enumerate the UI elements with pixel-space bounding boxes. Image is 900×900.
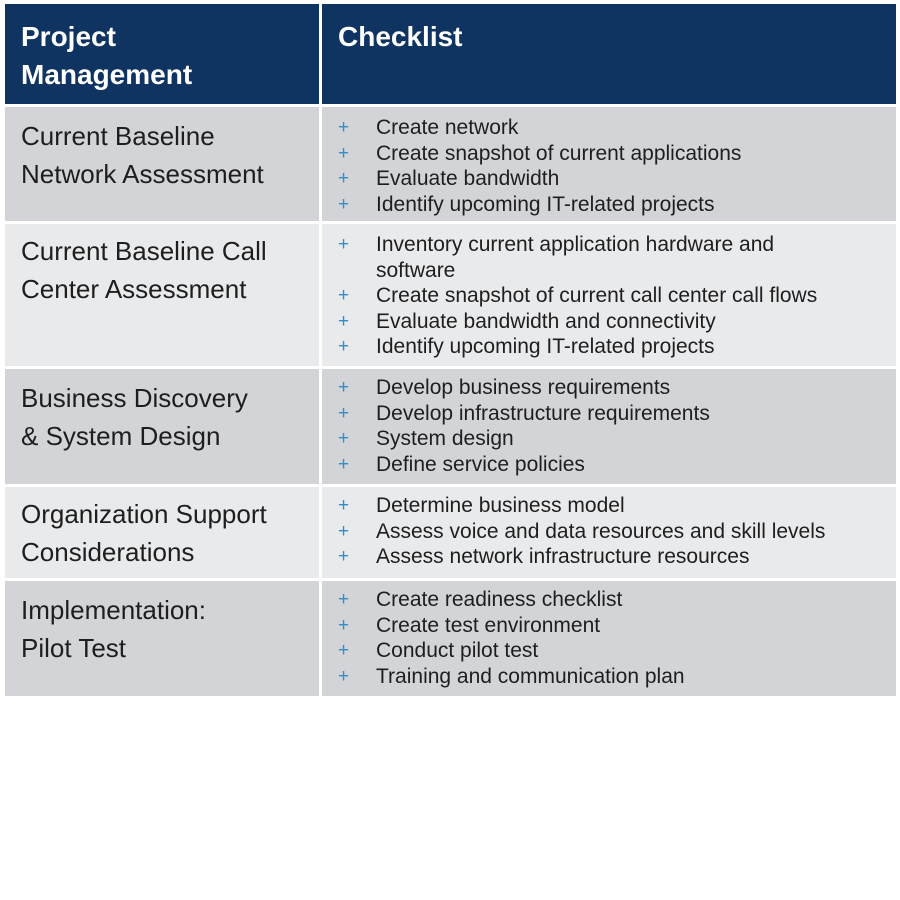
- list-item: + Create readiness checklist: [338, 588, 623, 611]
- plus-icon: +: [338, 285, 350, 306]
- plus-icon: +: [338, 117, 350, 138]
- checklist-cell: [322, 581, 896, 696]
- list-item: + Create test environment: [338, 613, 601, 637]
- list-item: + Determine business model: [338, 494, 625, 517]
- plus-icon: +: [338, 453, 350, 475]
- plus-icon: +: [338, 377, 350, 398]
- plus-icon: +: [338, 402, 350, 424]
- plus-icon: +: [338, 234, 350, 255]
- list-item: + Create network: [338, 116, 519, 139]
- header-project-management: [5, 4, 319, 104]
- table-row: [5, 369, 896, 484]
- phase-title-line2: & System Design: [21, 421, 221, 451]
- table-row: [5, 224, 896, 366]
- plus-icon: +: [338, 546, 350, 567]
- phase-title-line2: Considerations: [21, 537, 195, 567]
- plus-icon: +: [338, 168, 350, 189]
- phase-title-line1: Current Baseline: [21, 121, 215, 151]
- plus-icon: +: [338, 142, 350, 164]
- phase-title-line1: Current Baseline Call: [21, 236, 267, 266]
- header-left-line1: Project: [21, 21, 116, 52]
- checklist-cell: [322, 107, 896, 221]
- list-item: + Identify upcoming IT-related projects: [338, 335, 715, 358]
- checklist-table: [5, 4, 896, 699]
- list-item: + Identify upcoming IT-related projects: [338, 192, 715, 216]
- plus-icon: +: [338, 665, 350, 687]
- phase-title-line2: Network Assessment: [21, 159, 264, 189]
- plus-icon: +: [338, 310, 350, 332]
- list-item: + Create snapshot of current call center call flows: [338, 284, 818, 307]
- checklist-cell: [322, 487, 896, 578]
- plus-icon: +: [338, 640, 350, 661]
- checklist-cell: [322, 369, 896, 484]
- phase-cell: [5, 487, 319, 578]
- phase-title-line1: Business Discovery: [21, 383, 248, 413]
- list-item: + Conduct pilot test: [338, 639, 539, 662]
- list-item: + Define service policies: [338, 452, 585, 476]
- list-item: + Assess voice and data resources and skill levels: [338, 519, 826, 543]
- list-item: + Develop business requirements: [338, 376, 671, 399]
- phase-cell: [5, 224, 319, 366]
- plus-icon: +: [338, 495, 350, 516]
- list-item: + Assess network infrastructure resources: [338, 545, 750, 568]
- plus-icon: +: [338, 428, 350, 449]
- plus-icon: +: [338, 336, 350, 357]
- list-item: + Develop infrastructure requirements: [338, 401, 710, 425]
- plus-icon: +: [338, 520, 350, 542]
- list-item: + Training and communication plan: [338, 664, 685, 688]
- list-item: + Create snapshot of current applications: [338, 141, 742, 165]
- header-checklist: Checklist: [322, 4, 896, 104]
- phase-title-line1: Implementation:: [21, 595, 206, 625]
- list-item: + Evaluate bandwidth: [338, 167, 560, 190]
- list-item: + Evaluate bandwidth and connectivity: [338, 309, 716, 333]
- phase-title-line1: Organization Support: [21, 499, 267, 529]
- table-header: [5, 4, 896, 104]
- phase-title-line2: Center Assessment: [21, 274, 247, 304]
- plus-icon: +: [338, 614, 350, 636]
- checklist-cell: [322, 224, 896, 366]
- table-row: [5, 581, 896, 696]
- phase-cell: [5, 107, 319, 221]
- phase-title-line2: Pilot Test: [21, 633, 127, 663]
- table-row: [5, 487, 896, 578]
- list-item: + Inventory current application hardware and software: [338, 233, 775, 282]
- header-left-line2: Management: [21, 59, 193, 90]
- table-row: [5, 107, 896, 221]
- plus-icon: +: [338, 589, 350, 610]
- list-item: + System design: [338, 427, 514, 450]
- phase-cell: [5, 369, 319, 484]
- phase-cell: [5, 581, 319, 696]
- plus-icon: +: [338, 193, 350, 215]
